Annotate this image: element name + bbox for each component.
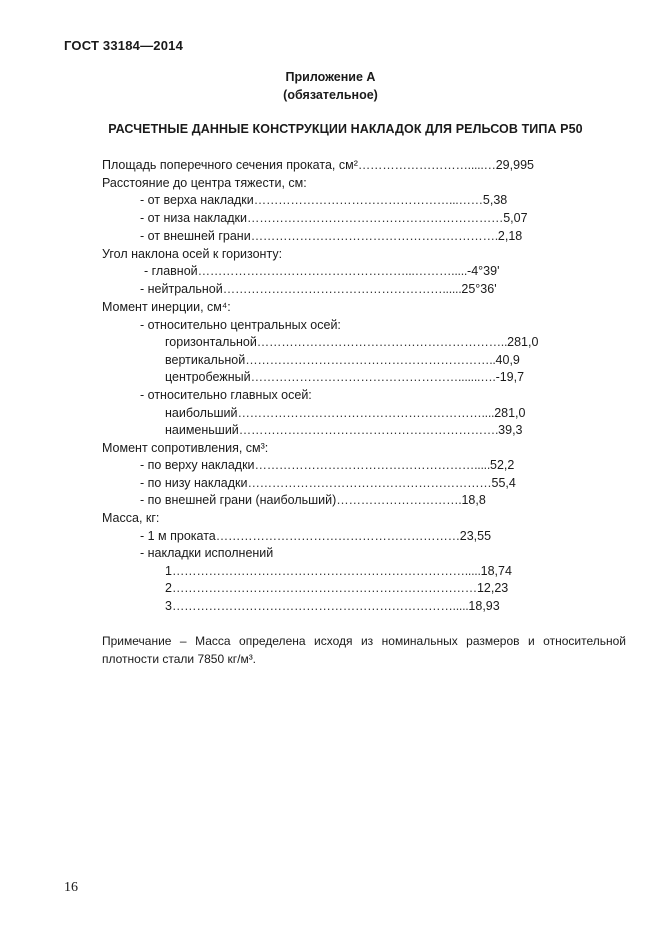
- item-label: Масса, кг:: [102, 511, 160, 525]
- leader-dots: …………………………………………….......….: [250, 370, 496, 384]
- leader-dots: ………………………………………………………: [247, 211, 504, 225]
- leader-dots: ……………………………………………………………….....: [171, 564, 481, 578]
- leader-dots: ………………………….: [336, 493, 462, 507]
- item-value: 2,18: [497, 229, 523, 243]
- leader-dots: ………………………………………………......: [222, 282, 462, 296]
- item-value: 29,995: [495, 158, 534, 172]
- list-item: [140, 317, 341, 334]
- item-label: - от низа накладки: [140, 211, 248, 225]
- list-item: [140, 281, 497, 298]
- item-value: 5,38: [482, 193, 508, 207]
- item-label: - от верха накладки: [140, 193, 254, 207]
- list-item: [140, 528, 491, 545]
- leader-dots: ……………………………………………………: [215, 529, 460, 543]
- item-label: 3: [165, 599, 172, 613]
- note-line-1: Примечание – Масса определена исходя из номинальных размеров и относительной: [102, 634, 626, 648]
- leader-dots: ……………………………………………………..: [256, 335, 508, 349]
- item-value: -4°39': [467, 264, 500, 278]
- list-item: [165, 598, 500, 615]
- item-value: 18,74: [480, 564, 512, 578]
- item-label: - по внешней грани (наибольший): [140, 493, 337, 507]
- list-item: [102, 157, 534, 174]
- leader-dots: ……………………………………………………....: [237, 406, 495, 420]
- item-value: 281,0: [507, 335, 539, 349]
- list-item: [165, 334, 538, 351]
- item-label: Угол наклона осей к горизонту:: [102, 247, 283, 261]
- list-item: [165, 563, 512, 580]
- list-item: [102, 440, 268, 457]
- list-item: [140, 492, 486, 509]
- item-label: - нейтральной: [140, 282, 223, 296]
- leader-dots: …………………………………………………….: [250, 229, 498, 243]
- list-item: [140, 192, 507, 209]
- item-label: Площадь поперечного сечения проката, см²: [102, 158, 358, 172]
- leader-dots: ……………………………………………………: [247, 476, 492, 490]
- appendix-title: Приложение А: [285, 70, 376, 84]
- leader-dots: ……………………………………………………..: [245, 353, 496, 367]
- leader-dots: ……………………………………………….....: [254, 458, 490, 472]
- list-item: [102, 175, 307, 192]
- item-value: -19,7: [495, 370, 525, 384]
- item-value: 281,0: [494, 406, 526, 420]
- item-value: 18,8: [461, 493, 486, 507]
- list-item: [165, 580, 508, 597]
- item-label: 2: [165, 581, 172, 595]
- list-item: [140, 457, 514, 474]
- item-value: 5,07: [503, 211, 528, 225]
- item-label: наибольший: [165, 406, 238, 420]
- list-item: [102, 246, 282, 263]
- item-label: - накладки исполнений: [140, 546, 274, 560]
- document-code: ГОСТ 33184—2014: [64, 38, 183, 53]
- leader-dots: …………………………………………...……: [253, 193, 483, 207]
- list-item: [165, 352, 520, 369]
- leader-dots: …………………………………………………………….....: [171, 599, 469, 613]
- list-item: [144, 263, 499, 280]
- leader-dots: ……………………………………………………….: [238, 423, 499, 437]
- leader-dots: ……………………….....…: [357, 158, 496, 172]
- item-label: - по низу накладки: [140, 476, 248, 490]
- item-label: 1: [165, 564, 172, 578]
- list-item: [140, 228, 522, 245]
- item-value: 25°36': [461, 282, 497, 296]
- item-label: - относительно главных осей:: [140, 388, 312, 402]
- item-value: 55,4: [491, 476, 516, 490]
- list-item: [140, 475, 516, 492]
- list-item: [140, 545, 273, 562]
- item-value: 39,3: [498, 423, 523, 437]
- list-item: [102, 299, 231, 316]
- item-value: 23,55: [459, 529, 492, 543]
- item-label: - 1 м проката: [140, 529, 216, 543]
- item-label: горизонтальной: [165, 335, 257, 349]
- item-label: - главной: [144, 264, 198, 278]
- leader-dots: …………………………………………………………………: [171, 581, 477, 595]
- item-label: - по верху накладки: [140, 458, 255, 472]
- item-label: наименьший: [165, 423, 239, 437]
- item-value: 52,2: [490, 458, 515, 472]
- list-item: [165, 422, 523, 439]
- item-label: Момент сопротивления, см³:: [102, 441, 269, 455]
- list-item: [140, 210, 528, 227]
- list-item: [140, 387, 312, 404]
- item-value: 18,93: [468, 599, 500, 613]
- list-item: [165, 369, 524, 386]
- item-label: - от внешней грани: [140, 229, 251, 243]
- item-label: - относительно центральных осей:: [140, 318, 341, 332]
- page-number: 16: [64, 880, 78, 895]
- section-title: РАСЧЕТНЫЕ ДАННЫЕ КОНСТРУКЦИИ НАКЛАДОК ДЛЯ РЕЛЬСОВ ТИПА Р50: [108, 122, 583, 136]
- item-value: 40,9: [495, 353, 520, 367]
- list-item: [165, 405, 525, 422]
- item-label: вертикальной: [165, 353, 246, 367]
- list-item: [102, 510, 159, 527]
- item-label: центробежный: [165, 370, 251, 384]
- note-line-2: плотности стали 7850 кг/м³.: [102, 652, 257, 666]
- appendix-subtitle: (обязательное): [283, 88, 378, 102]
- leader-dots: ……………………………………………...……….....: [197, 264, 468, 278]
- item-value: 12,23: [476, 581, 509, 595]
- item-label: Расстояние до центра тяжести, см:: [102, 176, 307, 190]
- item-label: Момент инерции, см⁴:: [102, 300, 231, 314]
